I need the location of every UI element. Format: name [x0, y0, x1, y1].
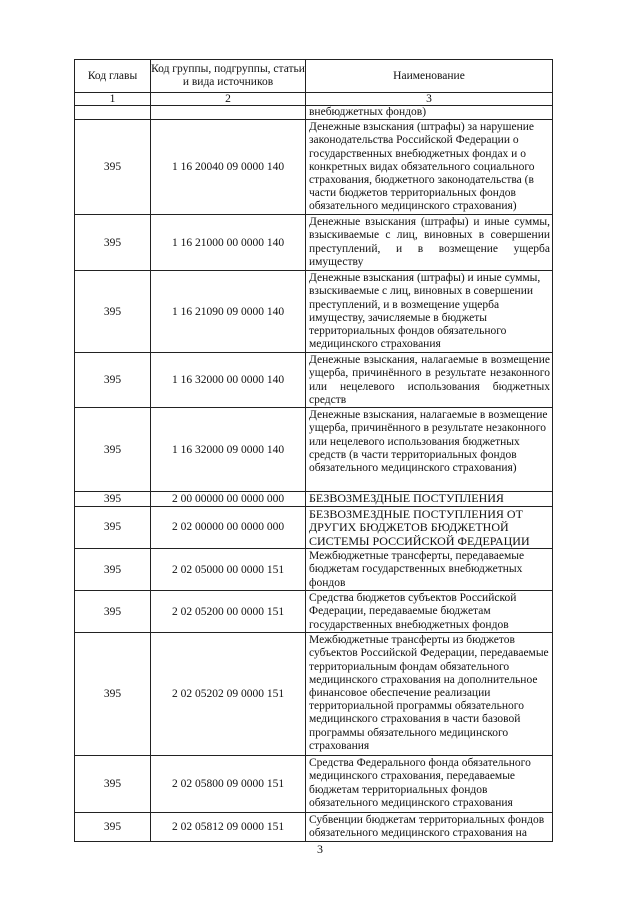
- name-cell: Денежные взыскания (штрафы) и иные суммы, взыскиваемые с лиц, виновных в совершении преступлений, и в возмещение ущерба имуществу, зачисляемые в бюджеты территориальных фондов обязательного медицинского страхования: [306, 271, 553, 353]
- name-cell: Межбюджетные трансферты, передаваемые бюджетам государственных внебюджетных фондов: [306, 549, 553, 591]
- name-cell: внебюджетных фондов): [306, 106, 553, 120]
- table-row: [75, 271, 553, 353]
- chapter-code-cell: 395: [75, 813, 151, 841]
- chapter-code-cell: 395: [75, 492, 151, 507]
- page-number: 3: [317, 842, 323, 856]
- table-row: [75, 408, 553, 492]
- column-number: 3: [306, 93, 553, 106]
- table-row: [75, 353, 553, 408]
- budget-code-cell: 2 00 00000 00 0000 000: [151, 492, 306, 507]
- column-number: 1: [75, 93, 151, 106]
- header-group-code: Код группы, подгруппы, статьи и вида источников: [151, 60, 306, 93]
- name-cell: Денежные взыскания (штрафы) за нарушение законодательства Российской Федерации о государственных внебюджетных фондах и о конкретных видах обязательного социального страхования, бюджетного законодательства (в части бюджетов территориальных фондов обязательного медицинского страхования): [306, 120, 553, 215]
- table-row: [75, 756, 553, 813]
- chapter-code-cell: 395: [75, 756, 151, 813]
- table-row: [75, 633, 553, 756]
- chapter-code-cell: 395: [75, 271, 151, 353]
- chapter-code-cell: 395: [75, 633, 151, 756]
- budget-code-cell: 2 02 05000 00 0000 151: [151, 549, 306, 591]
- budget-code-cell: 2 02 05800 09 0000 151: [151, 756, 306, 813]
- name-cell: Средства Федерального фонда обязательного медицинского страхования, передаваемые бюджетам территориальных фондов обязательного медицинского страхования: [306, 756, 553, 813]
- chapter-code-cell: 395: [75, 408, 151, 492]
- budget-code-cell: 1 16 21090 09 0000 140: [151, 271, 306, 353]
- name-cell: Субвенции бюджетам территориальных фондов обязательного медицинского страхования на: [306, 813, 553, 841]
- chapter-code-cell: 395: [75, 591, 151, 633]
- name-cell: Денежные взыскания, налагаемые в возмещение ущерба, причинённого в результате незаконного или нецелевого использования бюджетных средств (в части территориальных фондов обязательного медицинского страхования): [306, 408, 553, 492]
- budget-code-cell: 2 02 05812 09 0000 151: [151, 813, 306, 841]
- table-row: [75, 492, 553, 507]
- chapter-code-cell: 395: [75, 506, 151, 549]
- chapter-code-cell: 395: [75, 215, 151, 271]
- chapter-code-cell: 395: [75, 120, 151, 215]
- header-name: Наименование: [306, 60, 553, 93]
- budget-code-cell: 2 02 05200 00 0000 151: [151, 591, 306, 633]
- chapter-code-cell: [75, 106, 151, 120]
- header-chapter-code: Код главы: [75, 60, 151, 93]
- table-row: [75, 106, 553, 120]
- header-row: [75, 60, 553, 93]
- column-number: 2: [151, 93, 306, 106]
- name-cell: БЕЗВОЗМЕЗДНЫЕ ПОСТУПЛЕНИЯ ОТ ДРУГИХ БЮДЖЕТОВ БЮДЖЕТНОЙ СИСТЕМЫ РОССИЙСКОЙ ФЕДЕРАЦИИ: [306, 506, 553, 549]
- budget-code-cell: 2 02 00000 00 0000 000: [151, 506, 306, 549]
- budget-codes-table: [74, 59, 552, 842]
- budget-code-cell: [151, 106, 306, 120]
- chapter-code-cell: 395: [75, 353, 151, 408]
- name-cell: Средства бюджетов субъектов Российской Федерации, передаваемые бюджетам государственных внебюджетных фондов: [306, 591, 553, 633]
- table-row: [75, 215, 553, 271]
- column-number-row: [75, 93, 553, 106]
- budget-code-cell: 2 02 05202 09 0000 151: [151, 633, 306, 756]
- table-row: [75, 120, 553, 215]
- name-cell: Межбюджетные трансферты из бюджетов субъектов Российской Федерации, передаваемые территориальным фондам обязательного медицинского страхования на дополнительное финансовое обеспечение реализации территориальной программы обязательного медицинского страхования в части базовой программы обязательного медицинского страхования: [306, 633, 553, 756]
- budget-code-cell: 1 16 32000 09 0000 140: [151, 408, 306, 492]
- name-cell: Денежные взыскания (штрафы) и иные суммы, взыскиваемые с лиц, виновных в совершении преступлений, и в возмещение ущерба имуществу: [306, 215, 553, 271]
- table-row: [75, 591, 553, 633]
- budget-code-cell: 1 16 32000 00 0000 140: [151, 353, 306, 408]
- budget-code-cell: 1 16 20040 09 0000 140: [151, 120, 306, 215]
- budget-code-cell: 1 16 21000 00 0000 140: [151, 215, 306, 271]
- chapter-code-cell: 395: [75, 549, 151, 591]
- table-row: [75, 813, 553, 841]
- name-cell: Денежные взыскания, налагаемые в возмещение ущерба, причинённого в результате незаконного или нецелевого использования бюджетных средств: [306, 353, 553, 408]
- name-cell: БЕЗВОЗМЕЗДНЫЕ ПОСТУПЛЕНИЯ: [306, 492, 553, 507]
- table-row: [75, 549, 553, 591]
- table-row: [75, 506, 553, 549]
